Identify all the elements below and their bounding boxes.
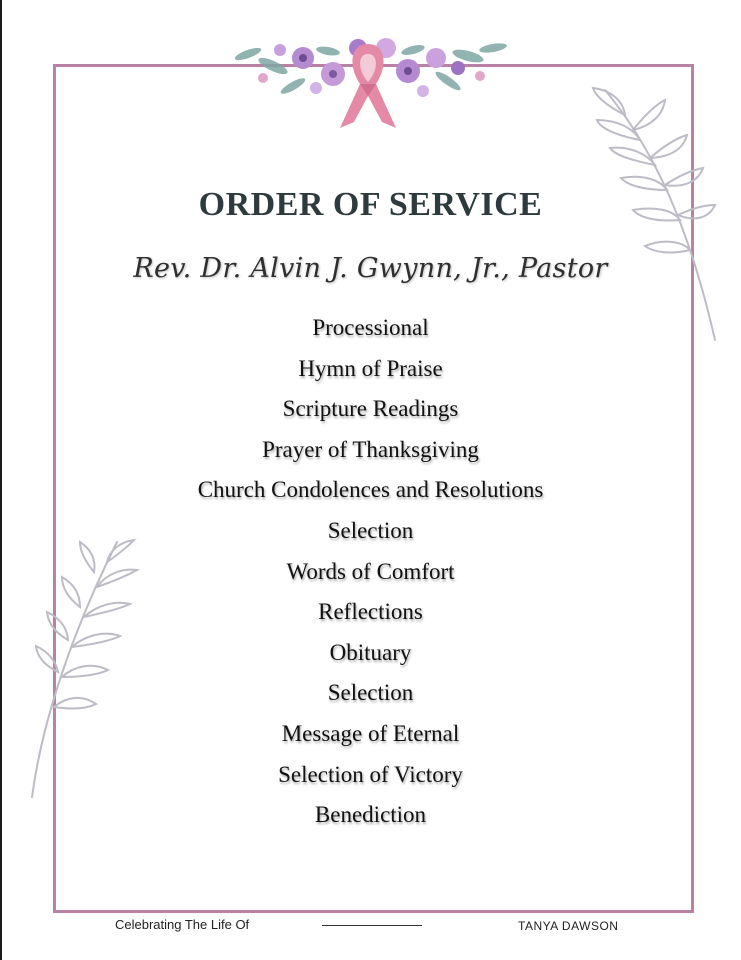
program-item: Selection of Victory: [278, 761, 463, 787]
footer-divider: [322, 925, 422, 926]
program-item: Benediction: [314, 802, 427, 828]
page-title: ORDER OF SERVICE: [198, 186, 543, 223]
program-item: Selection: [327, 680, 414, 706]
program-item: Selection: [327, 517, 414, 543]
footer-name: TANYA DAWSON: [518, 919, 619, 933]
program-item: Reflections: [318, 599, 423, 625]
order-of-service-list: [0, 310, 741, 838]
program-item: Processional: [312, 315, 429, 340]
program-item: Scripture Readings: [282, 396, 459, 422]
program-item: Obituary: [329, 639, 412, 665]
program-item: Message of Eternal: [281, 720, 460, 746]
program-item: Hymn of Praise: [298, 355, 443, 381]
program-item: Prayer of Thanksgiving: [262, 436, 479, 462]
program-item: Words of Comfort: [286, 558, 455, 584]
program-item: Church Condolences and Resolutions: [197, 477, 544, 503]
pastor-name: Rev. Dr. Alvin J. Gwynn, Jr., Pastor: [133, 253, 608, 284]
floral-ribbon-icon: [218, 36, 518, 136]
footer-celebrating-text: Celebrating The Life Of: [115, 917, 250, 932]
